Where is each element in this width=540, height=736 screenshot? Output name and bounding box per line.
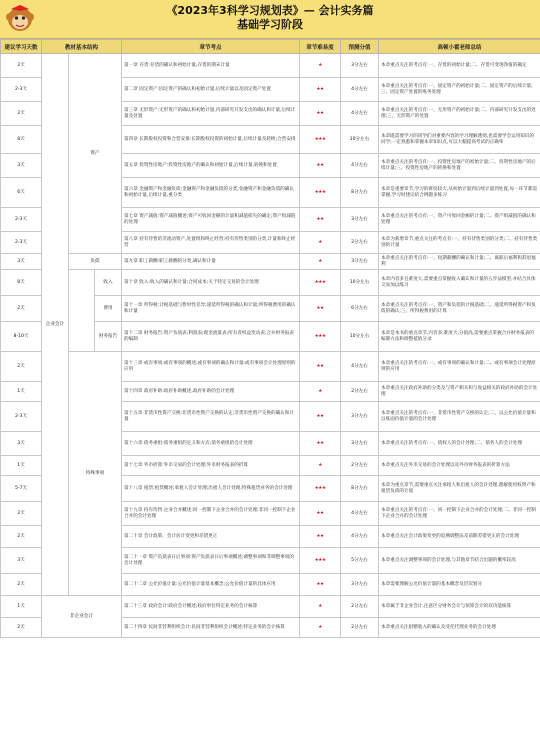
group-assets: 资产 <box>69 54 122 254</box>
difficulty-stars: ★★★ <box>300 476 341 502</box>
difficulty-stars: ★★ <box>300 502 341 526</box>
days-cell: 8天 <box>1 270 42 296</box>
difficulty-stars: ★★★ <box>300 322 341 352</box>
score-cell: 3分左右 <box>341 208 379 232</box>
summary-cell: 本章重点关注会计政策变更的追溯调整法及前期差错更正的会计处理 <box>379 526 540 548</box>
chapter-cell: 第六章 金融资产和金融负债:金融资产和金融负债的分类,金融资产和金融负债的确认和初始计量,后续计量,重分类 <box>122 178 300 208</box>
difficulty-stars: ★★ <box>300 296 341 322</box>
difficulty-stars: ★★ <box>300 432 341 456</box>
header-days: 建议学习天数 <box>1 40 42 54</box>
score-cell: 3分左右 <box>341 402 379 432</box>
score-cell: 8分左右 <box>341 476 379 502</box>
chapter-cell: 第十三章 或有事项:或有事项的概述;或有事项的确认和计量;或有事项会计处理原则的应用 <box>122 352 300 382</box>
chapter-cell: 第二十三章 政府会计:政府会计概述;政府单位特定业务的会计核算 <box>122 596 300 618</box>
chapter-cell: 第七章 资产减值:资产减值概述;资产可收回金额的计量和减值损失的确定;资产组减值的处理 <box>122 208 300 232</box>
days-cell: 1天 <box>1 456 42 476</box>
group-liabilities: 负债 <box>69 254 122 270</box>
summary-cell: 本章为重点章节,需要重点关注承租人和出租人的会计处理,理解使用权资产和租赁负债的计量 <box>379 476 540 502</box>
header-structure: 教材基本结构 <box>42 40 122 54</box>
header-summary: 高顿小霍老师总结 <box>379 40 540 54</box>
summary-cell: 本章重点关注的考点有:一、或有事项的确认和计量;二、或有事项会计处理原则的应用 <box>379 352 540 382</box>
days-cell: 2天 <box>1 54 42 78</box>
difficulty-stars: ★ <box>300 456 341 476</box>
days-cell: 2天 <box>1 574 42 596</box>
score-cell: 2分左右 <box>341 382 379 402</box>
difficulty-stars: ★ <box>300 382 341 402</box>
score-cell: 8分左右 <box>341 178 379 208</box>
chapter-cell: 第四章 长期股权投资和合营安排:长期股权投资的初始计量,后续计量及转换;合营安排 <box>122 126 300 154</box>
table-row <box>1 352 540 382</box>
summary-cell: 本章是本书的重点章节,内容多,难度大,分值高,需要重点掌握合并财务报表的编制方法和调整抵销分录 <box>379 322 540 352</box>
summary-cell: 本章重点关注调整事项的会计处理,与其他章节结合出题的概率较高 <box>379 548 540 574</box>
score-cell: 2分左右 <box>341 232 379 254</box>
difficulty-stars: ★ <box>300 254 341 270</box>
days-cell: 2-3天 <box>1 208 42 232</box>
chapter-cell: 第二十二章 公允价值计量:公允价值计量基本概念;公允价值计量的具体应用 <box>122 574 300 596</box>
group-nonprofit: 非企业会计 <box>42 596 122 638</box>
chapter-cell: 第二十四章 民间非营利组织会计:民间非营利组织会计概述;特定业务的会计核算 <box>122 618 300 638</box>
monkey-mascot-logo <box>5 2 35 36</box>
chapter-cell: 第五章 投资性房地产:投资性房地产的确认和初始计量,后续计量,转换和处置 <box>122 154 300 178</box>
difficulty-stars: ★★ <box>300 402 341 432</box>
group-expenses: 费用 <box>95 296 122 322</box>
summary-cell: 本章重点关注的考点有:一、资产和负债的计税基础;二、递延所得税资产和负债的确认;三、所得税费用的计算 <box>379 296 540 322</box>
score-cell: 4分左右 <box>341 526 379 548</box>
score-cell: 6分左右 <box>341 296 379 322</box>
days-cell: 2天 <box>1 296 42 322</box>
header-bar <box>0 0 540 39</box>
score-cell: 4分左右 <box>341 502 379 526</box>
difficulty-stars: ★★ <box>300 208 341 232</box>
difficulty-stars: ★ <box>300 54 341 78</box>
summary-cell: 本章重点关注的考点有:一、投资性房地产的初始计量;二、投资性房地产的后续计量;三、投资性房地产的转换和处置 <box>379 154 540 178</box>
header-chapter: 章节考点 <box>122 40 300 54</box>
days-cell: 2-3天 <box>1 232 42 254</box>
summary-cell: 本章重点关注的考点有:一、资产可收回金额的计量;二、资产组减值的确认和处理 <box>379 208 540 232</box>
chapter-cell: 第十七章 外币折算:外币交易的会计处理;外币财务报表的折算 <box>122 456 300 476</box>
chapter-cell: 第十六章 债务重组:债务重组的定义和方式;债务重组的会计处理 <box>122 432 300 456</box>
chapter-cell: 第二十章 会计政策、会计估计变更和差错更正 <box>122 526 300 548</box>
summary-cell: 本章重点关注的考点有:一、非货币性资产交换的认定;二、以公允价值计量和以账面价值计量的会计处理 <box>379 402 540 432</box>
summary-cell: 本章重点关注的考点有:一、固定资产的初始计量;二、固定资产的后续计量;三、固定资产处置的账务处理 <box>379 78 540 102</box>
group-income: 收入 <box>95 270 122 296</box>
days-cell: 2天 <box>1 502 42 526</box>
score-cell: 3分左右 <box>341 54 379 78</box>
table-row <box>1 254 540 270</box>
chapter-cell: 第九章 职工薪酬:职工薪酬的分类,确认和计量 <box>122 254 300 270</box>
score-cell: 3分左右 <box>341 432 379 456</box>
days-cell: 3天 <box>1 254 42 270</box>
difficulty-stars: ★★★ <box>300 548 341 574</box>
days-cell: 3天 <box>1 548 42 574</box>
days-cell: 5-7天 <box>1 476 42 502</box>
summary-cell: 本章重点关注捐赠收入的确认及受托代理业务的会计处理 <box>379 618 540 638</box>
score-cell: 10分左右 <box>341 270 379 296</box>
score-cell: 4分左右 <box>341 102 379 126</box>
header-score: 预测分值 <box>341 40 379 54</box>
page-title: 《2023年3科学习规划表》— 会计实务篇 <box>166 4 374 17</box>
days-cell: 3天 <box>1 432 42 456</box>
study-plan-table <box>0 39 540 638</box>
days-cell: 3天 <box>1 154 42 178</box>
chapter-cell: 第八章 持有待售的非流动资产,处置组和终止经营:持有待售类别的分类,计量和终止经营 <box>122 232 300 254</box>
difficulty-stars: ★★ <box>300 154 341 178</box>
days-cell: 2天 <box>1 526 42 548</box>
difficulty-stars: ★★★ <box>300 270 341 296</box>
summary-cell: 本章为新增章节,重点关注的考点有:一、持有待售类别的分类;二、持有待售类别的计量 <box>379 232 540 254</box>
table-row <box>1 596 540 618</box>
days-cell: 1天 <box>1 382 42 402</box>
chapter-cell: 第十八章 租赁:租赁概述;承租人会计处理;出租人会计处理;特殊租赁业务的会计处理 <box>122 476 300 502</box>
score-cell: 4分左右 <box>341 352 379 382</box>
days-cell: 2-3天 <box>1 78 42 102</box>
chapter-cell: 第二十一章 资产负债表日后事项:资产负债表日后事项概述;调整事项和非调整事项的会计处理 <box>122 548 300 574</box>
score-cell: 10分左右 <box>341 126 379 154</box>
group-enterprise: 企业会计 <box>42 54 69 596</box>
difficulty-stars: ★★★ <box>300 178 341 208</box>
table-row <box>1 54 540 78</box>
days-cell: 8-10天 <box>1 322 42 352</box>
score-cell: 10分左右 <box>341 322 379 352</box>
score-cell: 3分左右 <box>341 574 379 596</box>
difficulty-stars: ★ <box>300 618 341 638</box>
chapter-cell: 第十九章 持有待售:企业合并概述;同一控制下企业合并的会计处理;非同一控制下企业合并的会计处理 <box>122 502 300 526</box>
score-cell: 5分左右 <box>341 548 379 574</box>
summary-cell: 本章是重要章节,学习的难度较大,从初始计量到后续计量到处置,每一环节都需掌握,学习时建议结合例题多练习 <box>379 178 540 208</box>
chapter-cell: 第十二章 财务报告:资产负债表;利润表;现金流量表;所有者权益变动表;合并财务报表的编制 <box>122 322 300 352</box>
group-fin-report-label <box>69 270 95 352</box>
chapter-cell: 第十四章 政府补助:政府补助概述,政府补助的会计处理 <box>122 382 300 402</box>
days-cell: 2天 <box>1 618 42 638</box>
chapter-cell: 第十一章 所得税:计税基础与暂时性差异;递延所得税的确认和计量;所得税费用的确认和计量 <box>122 296 300 322</box>
score-cell: 2分左右 <box>341 618 379 638</box>
chapter-cell: 第三章 无形资产:无形资产的确认和初始计量,内部研究开发支出的确认和计量,后续计量及处置 <box>122 102 300 126</box>
group-special: 特殊事项 <box>69 352 122 596</box>
days-cell: 6天 <box>1 178 42 208</box>
difficulty-stars: ★ <box>300 232 341 254</box>
days-cell: 1天 <box>1 596 42 618</box>
summary-cell: 本章内容多且难度大,需要重点掌握收入确认和计量的五步法模型,并结合具体交易加以练习 <box>379 270 540 296</box>
table-row <box>1 270 540 296</box>
summary-cell: 本章重点关注的考点有:一、债权人的会计处理;二、债务人的会计处理 <box>379 432 540 456</box>
chapter-cell: 第一章 存货:存货的确认和初始计量,存货的期末计量 <box>122 54 300 78</box>
page-subtitle: 基础学习阶段 <box>237 18 303 31</box>
difficulty-stars: ★★ <box>300 352 341 382</box>
header-difficulty: 章节难易度 <box>300 40 341 54</box>
score-cell: 2分左右 <box>341 596 379 618</box>
summary-cell: 本章重点关注的考点有:一、同一控制下企业合并的会计处理;二、非同一控制下企业合并的会计处理 <box>379 502 540 526</box>
summary-cell: 本章重点关注的考点有:一、存货的初始计量;二、存货可变现净值的确定 <box>379 54 540 78</box>
summary-cell: 本章既需要学习的同学们对重要内容的学习理解透彻,也需要学会运用知识的同学;一定熟悉和掌握本章知识点,可以大幅提高考试的正确率 <box>379 126 540 154</box>
table-header-row <box>1 40 540 54</box>
difficulty-stars: ★★★ <box>300 126 341 154</box>
days-cell: 2天 <box>1 352 42 382</box>
score-cell: 4分左右 <box>341 154 379 178</box>
score-cell: 3分左右 <box>341 254 379 270</box>
days-cell: 2-3天 <box>1 402 42 432</box>
group-fin-report: 财务报告 <box>95 322 122 352</box>
difficulty-stars: ★★ <box>300 102 341 126</box>
chapter-cell: 第十章 收入:收入的确认和计量;合同成本;关于特定交易的会计处理 <box>122 270 300 296</box>
days-cell: 2天 <box>1 102 42 126</box>
summary-cell: 本章重点关注的考点有:一、短期薪酬的确认和计量;二、离职后福利和辞退福利 <box>379 254 540 270</box>
summary-cell: 本章属于非企业会计,注意区分财务会计与预算会计的双功能核算 <box>379 596 540 618</box>
score-cell: 4分左右 <box>341 78 379 102</box>
difficulty-stars: ★ <box>300 596 341 618</box>
chapter-cell: 第十五章 非货币性资产交换:非货币性资产交换的认定;非货币性资产交换的确认和计量 <box>122 402 300 432</box>
summary-cell: 本章重点关注外币交易的会计处理以及外币财务报表的折算方法 <box>379 456 540 476</box>
score-cell: 2分左右 <box>341 456 379 476</box>
difficulty-stars: ★★ <box>300 526 341 548</box>
days-cell: 8天 <box>1 126 42 154</box>
difficulty-stars: ★★ <box>300 78 341 102</box>
summary-cell: 本章重点关注的考点有:一、无形资产的初始计量;二、内部研究开发支出的处理;三、无形资产的处置 <box>379 102 540 126</box>
summary-cell: 本章重点关注政府补助的分类及与资产相关和与收益相关的政府补助的会计处理 <box>379 382 540 402</box>
difficulty-stars: ★★ <box>300 574 341 596</box>
summary-cell: 本章需要理解公允价值计量的基本概念及层次划分 <box>379 574 540 596</box>
chapter-cell: 第二章 固定资产:固定资产的确认和初始计量,后续计量以及固定资产处置 <box>122 78 300 102</box>
